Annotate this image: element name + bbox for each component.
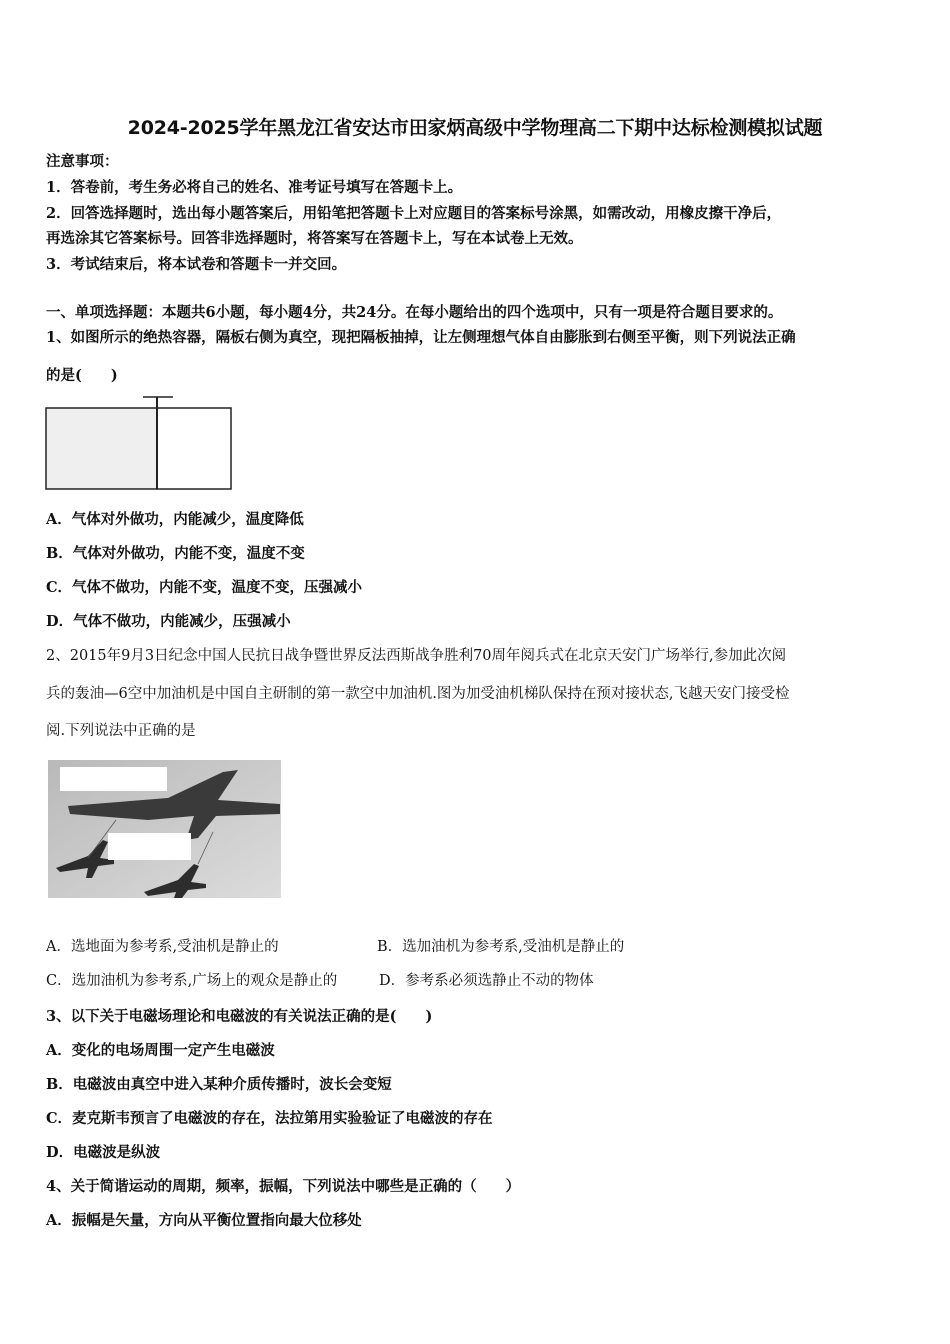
- q2-stem-line1: 2、2015年9月3日纪念中国人民抗日战争暨世界反法西斯战争胜利70周年阅兵式在北京天安门广场举行,参加此次阅: [46, 648, 787, 664]
- q2-option-c: C．选加油机为参考系,广场上的观众是静止的: [46, 973, 338, 989]
- notice-item-3: 3．考试结束后，将本试卷和答题卡一并交回。: [46, 256, 347, 273]
- gas-chamber: [46, 408, 157, 489]
- q2-option-d: D．参考系必须选静止不动的物体: [379, 973, 594, 989]
- q3-option-b: B．电磁波由真空中进入某种介质传播时，波长会变短: [46, 1076, 392, 1093]
- q4-option-a: A．振幅是矢量，方向从平衡位置指向最大位移处: [46, 1212, 362, 1229]
- q1-option-d: D．气体不做功，内能减少，压强减小: [46, 613, 291, 630]
- insulated-container-diagram: [45, 394, 235, 494]
- notice-item-2b: 再选涂其它答案标号。回答非选择题时，将答案写在答题卡上，写在本试卷上无效。: [46, 230, 583, 247]
- section-heading: 一、单项选择题：本题共6小题，每小题4分，共24分。在每小题给出的四个选项中，只有一项是符合题目要求的。: [46, 304, 783, 321]
- notice-item-1: 1．答卷前，考生务必将自己的姓名、准考证号填写在答题卡上。: [46, 179, 463, 196]
- q3-option-d: D．电磁波是纵波: [46, 1144, 161, 1161]
- q2-stem-line3: 阅.下列说法中正确的是: [46, 723, 196, 739]
- refueling-aircraft-photo: [48, 760, 281, 898]
- q1-option-a: A．气体对外做功，内能减少，温度降低: [46, 511, 304, 528]
- q1-stem-line2: 的是( ): [46, 367, 118, 384]
- q1-option-c: C．气体不做功，内能不变，温度不变，压强减小: [46, 579, 363, 596]
- q3-option-c: C．麦克斯韦预言了电磁波的存在，法拉第用实验验证了电磁波的存在: [46, 1110, 493, 1127]
- q1-option-b: B．气体对外做功，内能不变，温度不变: [46, 545, 305, 562]
- photo-label-blank-1: [60, 767, 167, 791]
- photo-label-blank-2: [108, 833, 191, 860]
- q3-option-a: A．变化的电场周围一定产生电磁波: [46, 1042, 275, 1059]
- notice-heading: 注意事项：: [46, 153, 119, 170]
- q1-stem-line1: 1、如图所示的绝热容器，隔板右侧为真空，现把隔板抽掉，让左侧理想气体自由膨胀到右侧至平衡，则下列说法正确: [46, 329, 796, 346]
- q2-stem-line2: 兵的轰油—6空中加油机是中国自主研制的第一款空中加油机.图为加受油机梯队保持在预对接状态,飞越天安门接受检: [46, 686, 790, 702]
- q4-stem: 4、关于简谐运动的周期，频率，振幅，下列说法中哪些是正确的（ ）: [46, 1178, 521, 1195]
- q2-option-a: A．选地面为参考系,受油机是静止的: [46, 939, 279, 955]
- q3-stem: 3、以下关于电磁场理论和电磁波的有关说法正确的是( ): [46, 1008, 433, 1025]
- notice-item-2a: 2．回答选择题时，选出每小题答案后，用铅笔把答题卡上对应题目的答案标号涂黑，如需改动，用橡皮擦干净后，: [46, 205, 782, 222]
- vacuum-chamber: [157, 408, 231, 489]
- page-title: 2024-2025学年黑龙江省安达市田家炳高级中学物理高二下期中达标检测模拟试题: [127, 117, 823, 139]
- q2-option-b: B．选加油机为参考系,受油机是静止的: [377, 939, 625, 955]
